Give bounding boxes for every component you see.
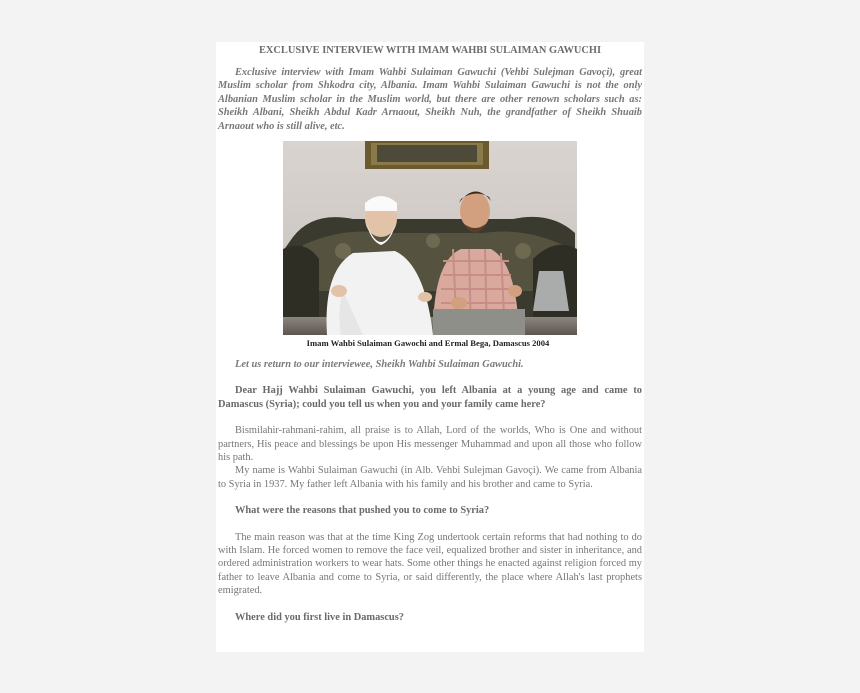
question-2: What were the reasons that pushed you to come to Syria? (235, 505, 490, 517)
article-header (218, 42, 642, 133)
interview-body (218, 358, 642, 624)
answer-1-paragraph-2: My name is Wahbi Sulaiman Gawuchi (in Alb. Vehbi Sulejman Gavoçi). We came from Albania to Syria in 1937. My father left Albania with his family and his brother and came to Syria. (218, 465, 642, 490)
answer-2: The main reason was that at the time King Zog undertook certain reforms that had nothing to do with Islam. He forced women to remove the face veil, equalized brother and sister in inheritance, and ordered administration workers to wear hats. Some other things he enacted against religion forced my father to leave Albania and come to Syria, or said differently, the place where Allah's last prophets emigrated. (218, 531, 642, 597)
interview-photo (283, 141, 577, 335)
photo-figure (279, 137, 577, 356)
question-1: Dear Hajj Wahbi Sulaiman Gawuchi, you left Albania at a young age and came to Damascus (Syria); could you tell us when you and your family came here? (218, 385, 642, 410)
article-title: EXCLUSIVE INTERVIEW WITH IMAM WAHBI SULAIMAN GAWUCHI (258, 45, 601, 56)
photo-caption: Imam Wahbi Sulaiman Gawochi and Ermal Bega, Damascus 2004 (306, 338, 550, 348)
question-3: Where did you first live in Damascus? (235, 611, 404, 623)
answer-1-paragraph-1: Bismilahir-rahmani-rahim, all praise is to Allah, Lord of the worlds, Who is One and without partners, His peace and blessings be upon His messenger Muhammad and upon all those who follow his path. (218, 425, 642, 464)
intro-paragraph: Exclusive interview with Imam Wahbi Sulaiman Gawuchi (Vehbi Sulejman Gavoçi), great Muslim scholar from Shkodra city, Albania. Imam Wahbi Sulaiman Gawuchi is not the only Albanian Muslim scholar in the Muslim world, but there are other renown scholars such as: Sheikh Albani, Sheikh Abdul Kadr Arnaout, Sheikh Nuh, the grandfather of Sheikh Shuaib Arnaout who is still alive, etc. (218, 67, 642, 132)
transition-line: Let us return to our interviewee, Sheikh Wahbi Sulaiman Gawuchi. (235, 359, 524, 370)
document-page (216, 42, 644, 652)
